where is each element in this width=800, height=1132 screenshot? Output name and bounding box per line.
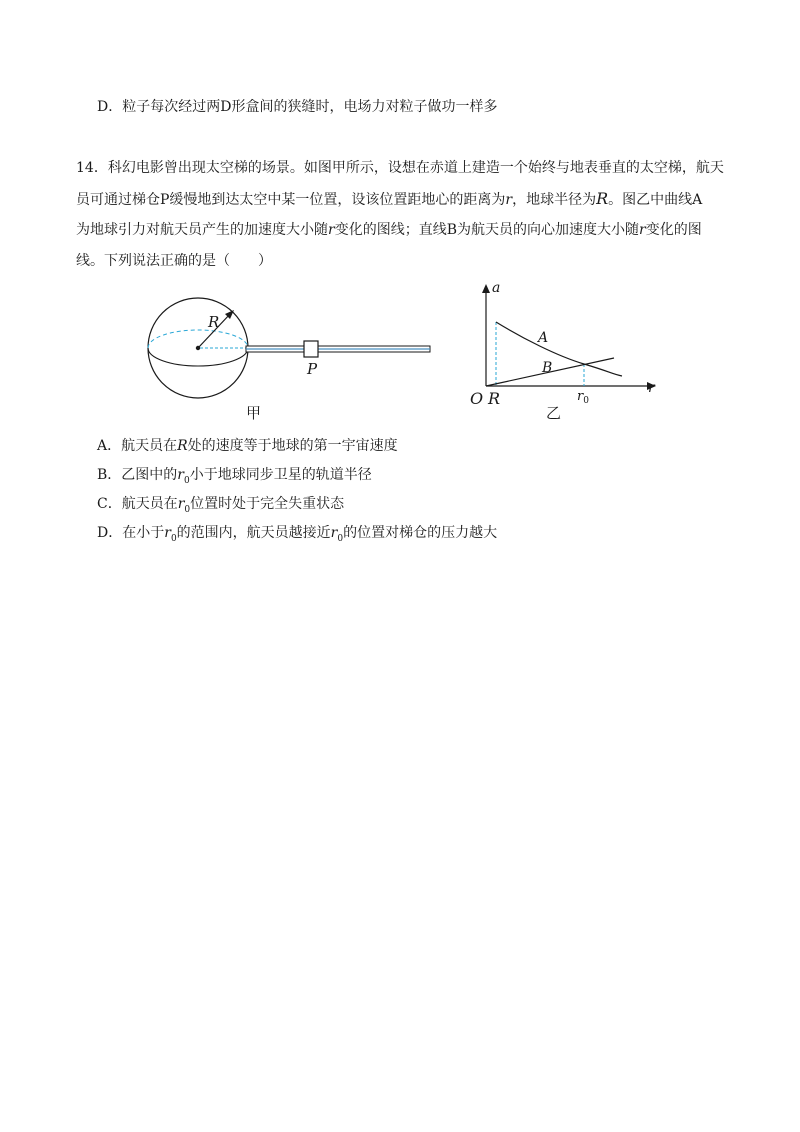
curve-a: [496, 322, 622, 376]
axis-label-a: a: [492, 280, 501, 296]
question-line-3: 为地球引力对航天员产生的加速度大小随r变化的图线；直线B为航天员的向心加速度大小随r变化的图: [76, 222, 702, 238]
origin-label: O: [470, 389, 484, 408]
question-line-1: 14．科幻电影曾出现太空梯的场景。如图甲所示，设想在赤道上建造一个始终与地表垂直的太空梯，航天: [76, 160, 724, 176]
curve-label-A: A: [538, 330, 549, 346]
pod-p: [304, 341, 318, 357]
var-R: R: [596, 189, 609, 208]
option-c[interactable]: C．航天员在$r_0$位置时处于完全失重状态: [97, 496, 345, 515]
option-d[interactable]: D．在小于$r_0$的范围内，航天员越接近$r_0$的位置对梯仓的压力越大: [97, 525, 498, 544]
tick-label-r0: $r_0$: [577, 389, 589, 406]
label-R: R: [208, 313, 220, 331]
label-P: P: [307, 360, 318, 378]
caption-yi: 乙: [546, 404, 562, 422]
var-r: r: [505, 192, 513, 208]
axis-label-r: r: [648, 380, 655, 396]
option-text: 粒子每次经过两D形盒间的狭缝时，电场力对粒子做功一样多: [122, 99, 498, 115]
y-axis-arrow: [482, 284, 490, 293]
caption-jia: 甲: [246, 404, 262, 422]
question-line-2: 员可通过梯仓P缓慢地到达太空中某一位置，设该位置距地心的距离为r，地球半径为R。图乙中曲线A: [76, 189, 703, 208]
option-b[interactable]: B．乙图中的$r_0$小于地球同步卫星的轨道半径: [97, 467, 372, 486]
tick-label-R: R: [488, 389, 501, 408]
figure-jia: [140, 290, 440, 430]
equator-back: [148, 330, 248, 348]
equator-front: [148, 348, 248, 366]
question-number: 14．: [76, 160, 108, 176]
previous-option-d: [97, 98, 497, 116]
option-label: D．: [97, 99, 123, 115]
figure-yi: [462, 276, 672, 426]
question-line-4: 线。下列说法正确的是（ ）: [76, 253, 272, 269]
option-a[interactable]: A．航天员在R处的速度等于地球的第一宇宙速度: [97, 438, 398, 454]
line-label-B: B: [542, 360, 553, 376]
